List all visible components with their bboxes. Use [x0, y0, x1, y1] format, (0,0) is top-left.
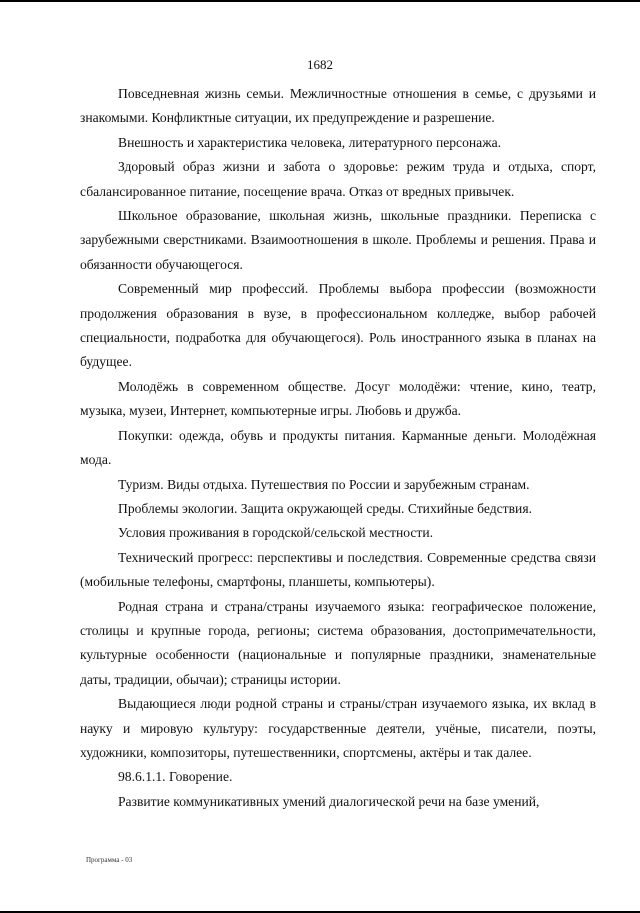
paragraph: Развитие коммуникативных умений диалогической речи на базе умений,: [118, 793, 540, 809]
paragraph: Повседневная жизнь семьи. Межличностные отношения в семье, с друзьями и знакомыми. Конфликтные ситуации, их предупреждение и разрешение.: [80, 86, 596, 126]
page-number: 1682: [307, 57, 333, 72]
paragraph: Здоровый образ жизни и забота о здоровье: режим труда и отдыха, спорт, сбалансированное питание, посещение врача. Отказ от вредных привычек.: [80, 159, 596, 199]
paragraph: Молодёжь в современном обществе. Досуг молодёжи: чтение, кино, театр, музыка, музеи, Интернет, компьютерные игры. Любовь и дружба.: [80, 378, 596, 419]
body-text: [80, 82, 596, 814]
paragraph: Туризм. Виды отдыха. Путешествия по России и зарубежным странам.: [118, 476, 530, 492]
paragraph: Родная страна и страна/страны изучаемого языка: географическое положение, столицы и крупные города, регионы; система образования, достопримечательности, культурные особенности (национальные и популярные праздники, знаменательные даты, традиции, обычаи); страницы истории.: [80, 598, 596, 687]
section-heading: 98.6.1.1. Говорение.: [118, 769, 233, 785]
paragraph: Современный мир профессий. Проблемы выбора профессии (возможности продолжения образования в вузе, в профессиональном колледже, выбор рабочей специальности, подработка для обучающегося). Роль иностранного языка в планах на будущее.: [80, 281, 596, 370]
footer-label: Программа - 03: [86, 856, 133, 864]
scan-edge-top: [0, 0, 640, 2]
paragraph: Внешность и характеристика человека, литературного персонажа.: [118, 134, 502, 150]
paragraph: Покупки: одежда, обувь и продукты питания. Карманные деньги. Молодёжная мода.: [80, 427, 596, 468]
paragraph: Проблемы экологии. Защита окружающей среды. Стихийные бедствия.: [118, 500, 532, 516]
paragraph: Школьное образование, школьная жизнь, школьные праздники. Переписка с зарубежными сверстниками. Взаимоотношения в школе. Проблемы и решения. Права и обязанности обучающегося.: [80, 208, 596, 272]
paragraph: Условия проживания в городской/сельской местности.: [118, 525, 434, 541]
paragraph: Выдающиеся люди родной страны и страны/стран изучаемого языка, их вклад в науку и мировую культуру: государственные деятели, учёные, писатели, поэты, художники, композиторы, путешественники, спортсмены, актёры и так далее.: [80, 696, 596, 760]
paragraph: Технический прогресс: перспективы и последствия. Современные средства связи (мобильные телефоны, смартфоны, планшеты, компьютеры).: [80, 549, 596, 590]
